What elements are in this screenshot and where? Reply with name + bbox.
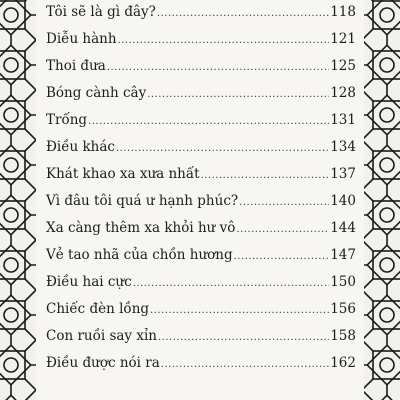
decorative-border-right (364, 0, 400, 400)
toc-entry-title: Điều khác (46, 139, 115, 155)
toc-entry-title: Diễu hành (46, 31, 117, 47)
toc-entry-page-number: 162 (330, 355, 356, 371)
toc-entry-page-number: 140 (330, 193, 356, 209)
toc-entry-title: Xa càng thêm xa khỏi hư vô (46, 220, 236, 236)
toc-entry (46, 58, 356, 80)
toc-dot-leader (118, 35, 330, 46)
toc-entry-page-number: 147 (330, 247, 356, 263)
toc-entry (46, 139, 356, 161)
geometric-star-pattern-icon (0, 0, 36, 400)
toc-entry (46, 85, 356, 107)
toc-dot-leader (234, 251, 330, 262)
toc-page (36, 0, 364, 400)
toc-entry-title: Tôi sẽ là gì đây? (46, 4, 156, 20)
toc-entry (46, 328, 356, 350)
toc-entry-page-number: 158 (330, 328, 356, 344)
toc-entry (46, 4, 356, 26)
toc-dot-leader (150, 305, 329, 316)
toc-entry-title: Khát khao xa xưa nhất (46, 166, 200, 182)
toc-dot-leader (158, 332, 329, 343)
toc-dot-leader (116, 143, 329, 154)
toc-entry-page-number: 131 (330, 112, 356, 128)
toc-dot-leader (107, 62, 329, 73)
toc-entry-page-number: 125 (330, 58, 356, 74)
toc-entry-page-number: 137 (330, 166, 356, 182)
toc-entry (46, 355, 356, 377)
toc-entry (46, 247, 356, 269)
toc-entry (46, 274, 356, 296)
toc-entry-page-number: 150 (330, 274, 356, 290)
toc-entry-title: Trống (46, 112, 88, 128)
toc-entry-page-number: 121 (330, 31, 356, 47)
toc-entry (46, 193, 356, 215)
toc-entry-page-number: 128 (330, 85, 356, 101)
toc-entry (46, 301, 356, 323)
toc-entry-page-number: 134 (330, 139, 356, 155)
toc-entry (46, 112, 356, 134)
toc-entry-title: Chiếc đèn lồng (46, 301, 150, 317)
toc-dot-leader (133, 278, 330, 289)
toc-dot-leader (236, 224, 329, 235)
toc-entry (46, 166, 356, 188)
toc-entry-page-number: 118 (330, 4, 356, 20)
toc-entry-title: Con ruồi say xỉn (46, 328, 157, 344)
toc-entry-title: Điều hai cực (46, 274, 132, 290)
geometric-star-pattern-icon (364, 0, 400, 400)
toc-entry-title: Bóng cành cây (46, 85, 147, 101)
decorative-border-left (0, 0, 36, 400)
toc-dot-leader (239, 197, 329, 208)
toc-dot-leader (201, 170, 330, 181)
toc-entry (46, 220, 356, 242)
toc-entry-page-number: 156 (330, 301, 356, 317)
toc-dot-leader (147, 89, 329, 100)
toc-entry-page-number: 144 (330, 220, 356, 236)
toc-entry-title: Điều được nói ra (46, 355, 160, 371)
toc-dot-leader (157, 8, 329, 19)
toc-dot-leader (88, 116, 329, 127)
toc-entry-title: Thoi đưa (46, 58, 106, 74)
toc-dot-leader (161, 359, 329, 370)
toc-entry-title: Vẻ tao nhã của chồn hương (46, 247, 233, 263)
toc-entry-title: Vì đâu tôi quá ư hạnh phúc? (46, 193, 239, 209)
toc-entry (46, 31, 356, 53)
